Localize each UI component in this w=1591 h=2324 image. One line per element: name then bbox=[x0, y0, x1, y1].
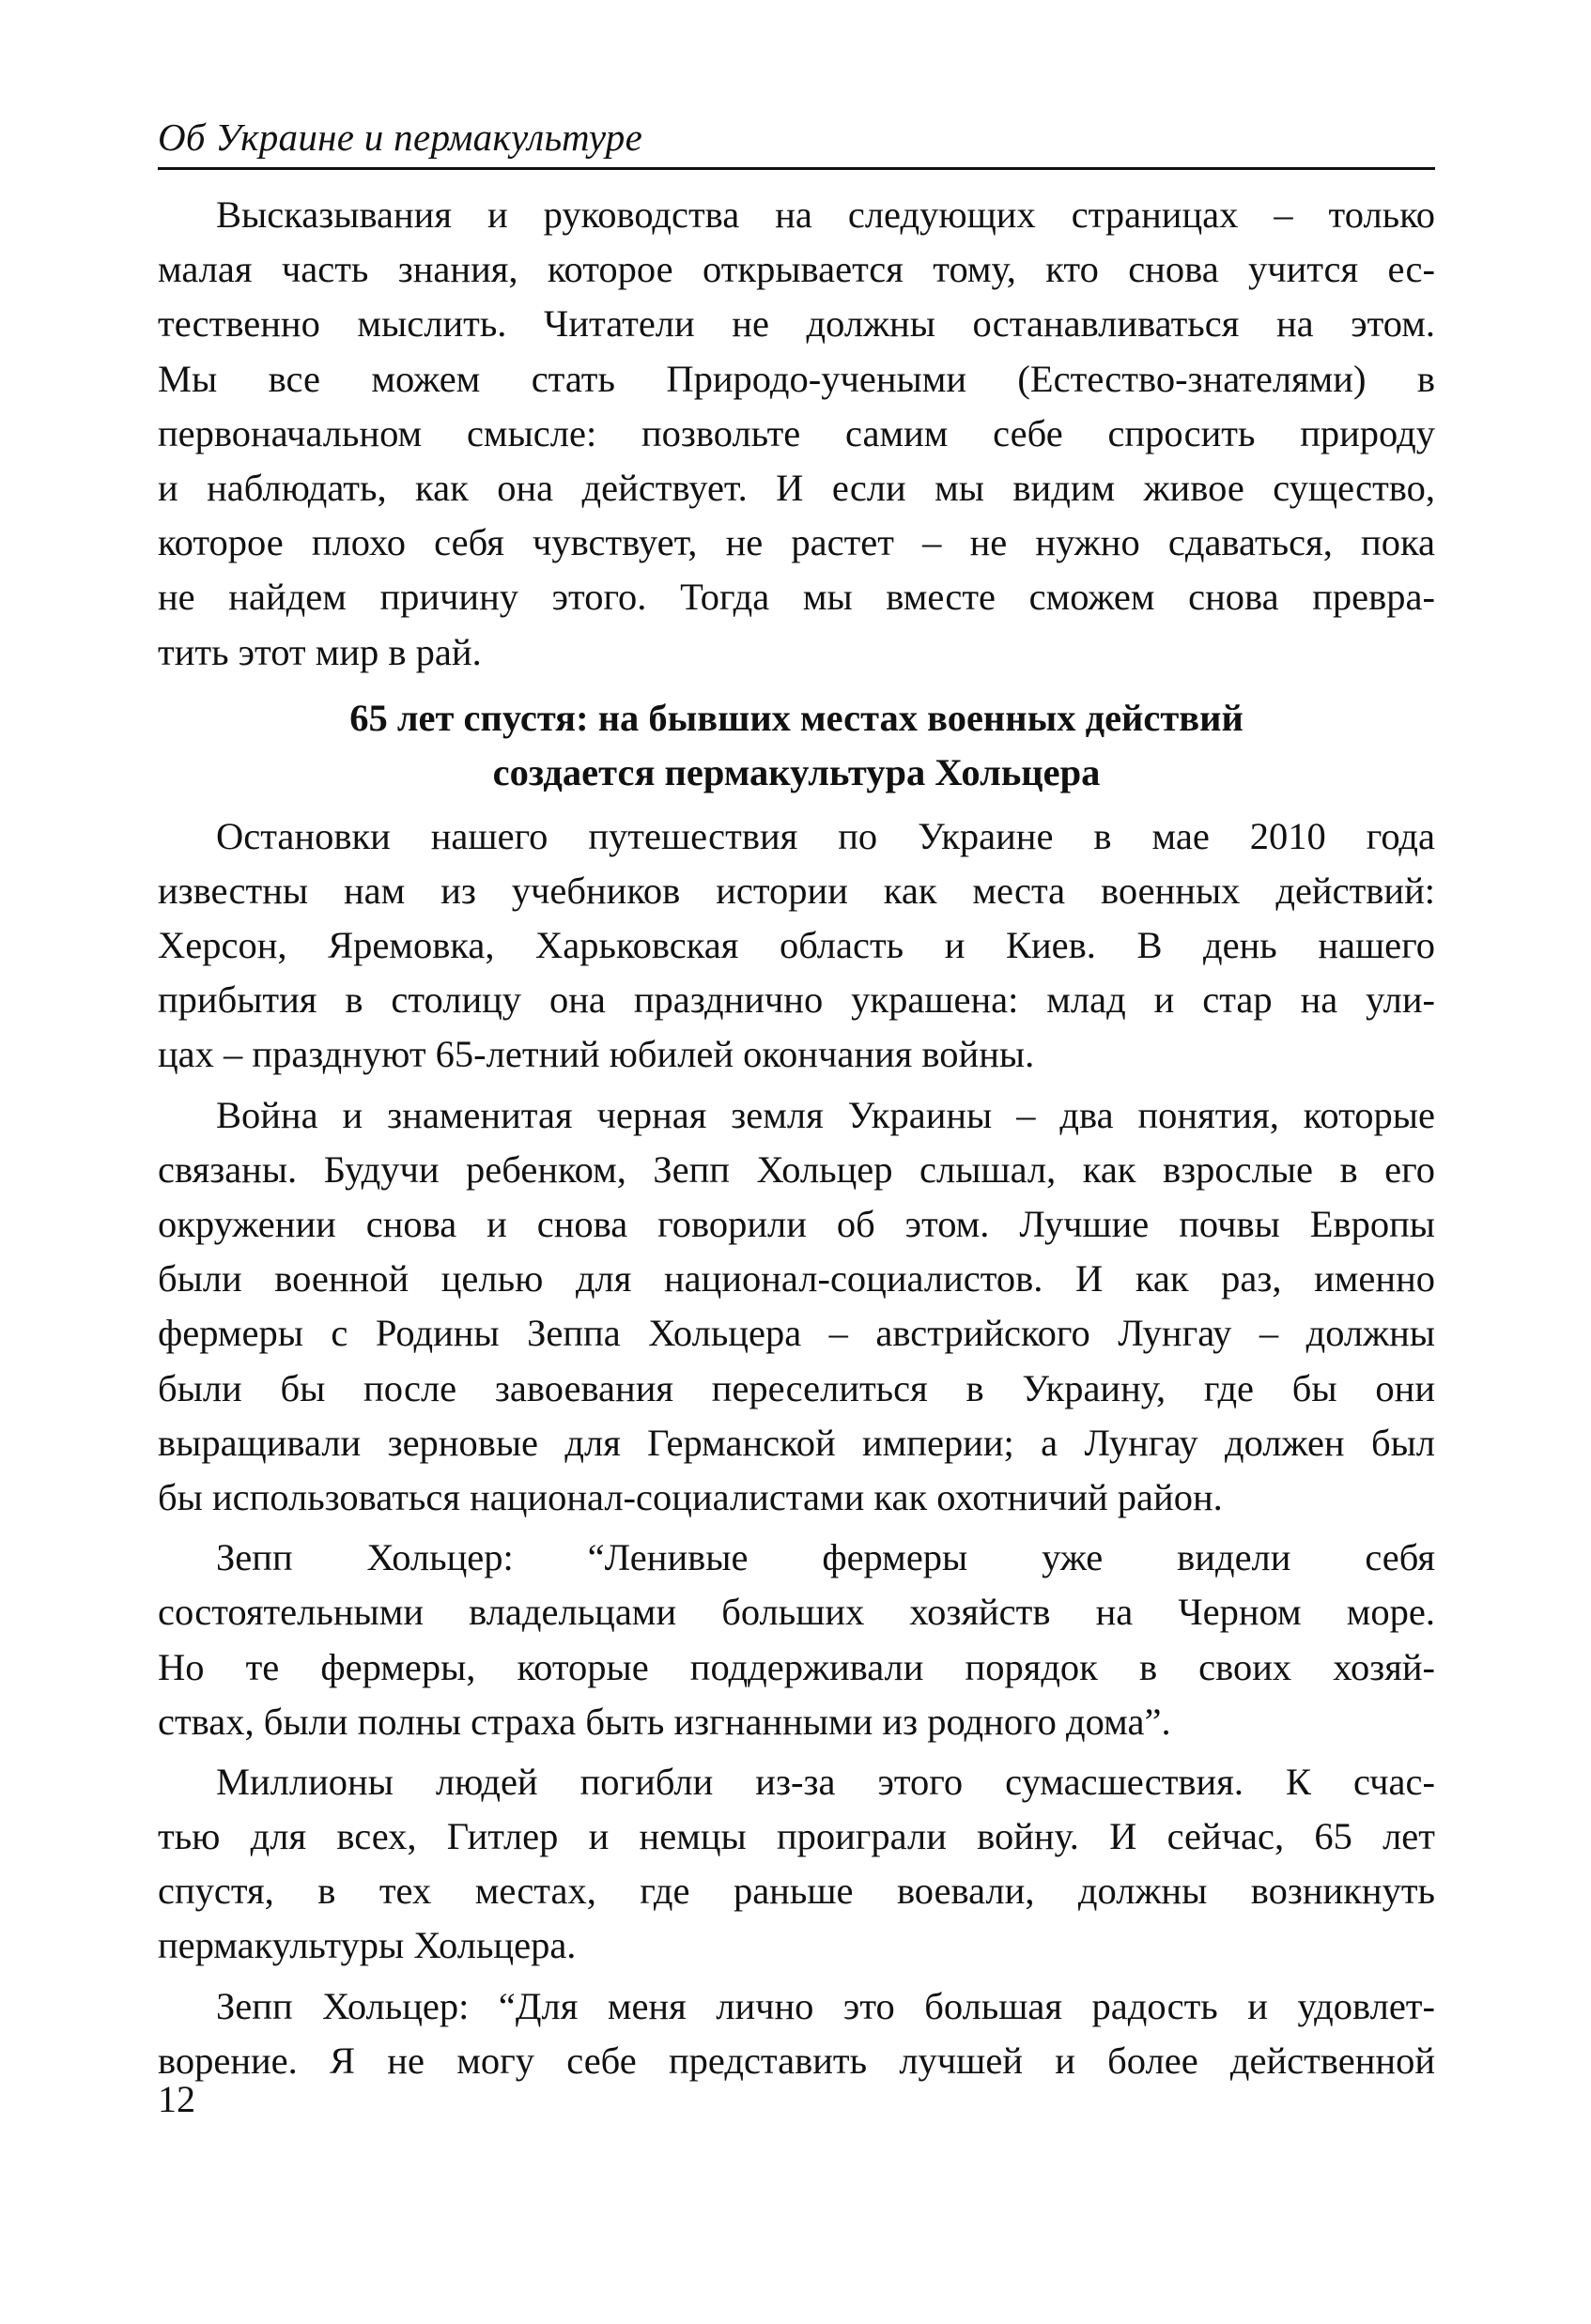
heading-line: создается пермакультура Хольцера bbox=[492, 750, 1101, 793]
text-line: были военной целью для национал-социалистов. И как раз, именно bbox=[158, 1257, 1435, 1301]
text-line: Зепп Хольцер: “Ленивые фермеры уже видели себя bbox=[216, 1536, 1435, 1579]
text-line: тить этот мир в рай. bbox=[158, 630, 482, 673]
text-line: малая часть знания, которое открывается тому, кто снова учится ес- bbox=[158, 248, 1435, 291]
text-line: спустя, в тех местах, где раньше воевали, должны возникнуть bbox=[158, 1870, 1435, 1913]
intro-paragraph bbox=[158, 188, 1435, 680]
text-line: Но те фермеры, которые поддерживали порядок в своих хозяй- bbox=[158, 1645, 1435, 1688]
running-header: Об Украине и пермакультуре bbox=[158, 115, 643, 159]
text-line: ворение. Я не могу себе представить лучшей и более действенной bbox=[158, 2039, 1435, 2082]
text-line: известны нам из учебников истории как места военных действий: bbox=[158, 869, 1435, 912]
page-body bbox=[158, 188, 1435, 2088]
text-line: не найдем причину этого. Тогда мы вместе сможем снова превра- bbox=[158, 576, 1435, 619]
text-line: ствах, были полны страха быть изгнанными из родного дома”. bbox=[158, 1700, 1171, 1743]
section-paragraph bbox=[158, 1755, 1435, 1974]
text-line: Херсон, Яремовка, Харьковская область и Киев. В день нашего bbox=[158, 924, 1435, 967]
text-line: Остановки нашего путешествия по Украине в мае 2010 года bbox=[216, 814, 1435, 857]
text-line: и наблюдать, как она действует. И если мы видим живое существо, bbox=[158, 466, 1435, 509]
section-paragraph bbox=[158, 1979, 1435, 2088]
text-line: Мы все можем стать Природо-учеными (Естество-знателями) в bbox=[158, 357, 1435, 400]
header-rule bbox=[158, 167, 1435, 170]
text-line: фермеры с Родины Зеппа Хольцера – австрийского Лунгау – должны bbox=[158, 1312, 1435, 1355]
text-line: были бы после завоевания переселиться в Украину, где бы они bbox=[158, 1366, 1435, 1409]
text-line: состоятельными владельцами больших хозяйств на Черном море. bbox=[158, 1591, 1435, 1634]
section-paragraph bbox=[158, 809, 1435, 1083]
text-line: Миллионы людей погибли из-за этого сумасшествия. К счас- bbox=[216, 1760, 1435, 1803]
section-paragraph bbox=[158, 1531, 1435, 1749]
text-line: которое плохо себя чувствует, не растет – не нужно сдаваться, пока bbox=[158, 521, 1435, 564]
heading-line: 65 лет спустя: на бывших местах военных действий bbox=[349, 696, 1243, 739]
text-line: Война и знаменитая черная земля Украины – два понятия, которые bbox=[216, 1093, 1435, 1136]
text-line: Высказывания и руководства на следующих страницах – только bbox=[216, 193, 1435, 236]
text-line: связаны. Будучи ребенком, Зепп Хольцер слышал, как взрослые в его bbox=[158, 1147, 1435, 1191]
text-line: окружении снова и снова говорили об этом. Лучшие почвы Европы bbox=[158, 1203, 1435, 1245]
text-line: прибытия в столицу она празднично украшена: млад и стар на ули- bbox=[158, 978, 1435, 1022]
text-line: пермакультуры Хольцера. bbox=[158, 1924, 577, 1967]
page-number: 12 bbox=[158, 2078, 195, 2120]
text-line: тественно мыслить. Читатели не должны останавливаться на этом. bbox=[158, 302, 1435, 346]
text-line: цах – празднуют 65-летний юбилей окончания войны. bbox=[158, 1033, 1035, 1076]
text-line: бы использоваться национал-социалистами как охотничий район. bbox=[158, 1475, 1223, 1518]
section-paragraph bbox=[158, 1088, 1435, 1526]
text-line: первоначальном смысле: позвольте самим себе спросить природу bbox=[158, 411, 1435, 454]
text-line: выращивали зерновые для Германской империи; а Лунгау должен был bbox=[158, 1421, 1435, 1464]
section-heading bbox=[158, 691, 1435, 800]
text-line: Зепп Хольцер: “Для меня лично это большая радость и удовлет- bbox=[216, 1984, 1435, 2027]
text-line: тью для всех, Гитлер и немцы проиграли войну. И сейчас, 65 лет bbox=[158, 1815, 1435, 1858]
